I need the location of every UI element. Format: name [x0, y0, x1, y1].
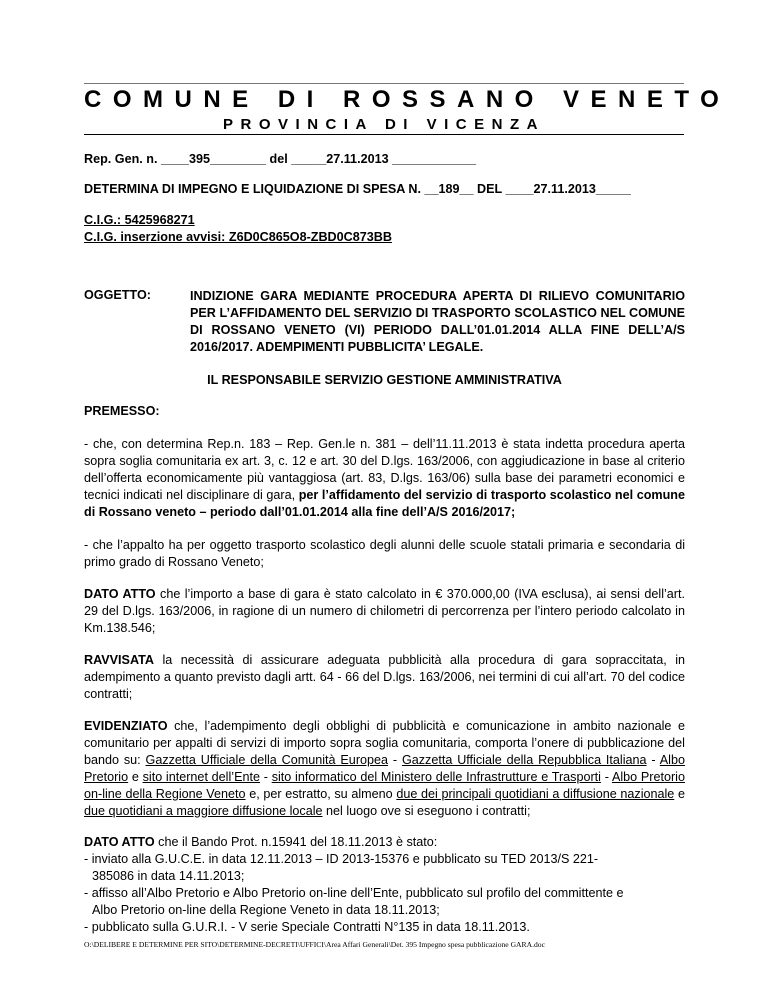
link-sito-ministero: sito informatico del Ministero delle Infrastrutture e Trasporti: [271, 770, 601, 784]
bando-item-albo-cont: Albo Pretorio on-line della Regione Veneto in data 18.11.2013;: [92, 903, 440, 917]
determina-line: DETERMINA DI IMPEGNO E LIQUIDAZIONE DI SPESA N. __189__ DEL ____27.11.2013_____: [84, 182, 631, 196]
paragraph-determina-text: - che, con determina Rep.n. 183 – Rep. Gen.le n. 381 – dell’11.11.2013 è stata indetta procedura aperta sopra soglia comunitaria ex art. 3, c. 12 e art. 30 del D.lgs. 163/2006, con aggiudicazione in base al criterio dell’offerta economicamente più vantaggiosa (art. 83, D.lgs. 163/06) sulla base dei parametri economici e tecnici indicati nel disciplinare di gara,: [84, 437, 685, 502]
evidenziato-text: che, l’adempimento degli obblighi di pubblicità e comunicazione in ambito nazionale e comunitario per appalti di servizi di importo sopra soglia comunitaria, comporta l’onere di pubblicazione del bando su:: [84, 719, 685, 767]
separator: -: [600, 770, 612, 784]
dato-atto-lead: DATO ATTO: [84, 835, 155, 849]
cig-code: C.I.G.: 5425968271: [84, 213, 195, 227]
paragraph-bando: [84, 834, 685, 936]
comune-title: COMUNE DI ROSSANO VENETO: [84, 86, 731, 113]
oggetto-label: OGGETTO:: [84, 288, 151, 302]
paragraph-appalto: - che l’appalto ha per oggetto trasporto scolastico degli alunni delle scuole statali primaria e secondaria di primo grado di Rossano Veneto;: [84, 538, 685, 569]
bando-item-guce-cont: 385086 in data 14.11.2013;: [92, 869, 245, 883]
paragraph-ravvisata-text: la necessità di assicurare adeguata pubblicità alla procedura di gara sopraccitata, in adempimento a quanto previsto dagli artt. 64 - 66 del D.lgs. 163/2006, nei termini di cui all’art. 70 del codice contratti;: [84, 653, 685, 701]
separator: -: [260, 770, 272, 784]
paragraph-determina: [84, 436, 685, 521]
bando-intro-text: che il Bando Prot. n.15941 del 18.11.2013 è stato:: [154, 835, 438, 849]
quotidiani-locali: due quotidiani a maggiore diffusione locale: [84, 804, 323, 818]
paragraph-importo: [84, 586, 685, 637]
link-albo-regione: Albo Pretorio on-line della Regione Veneto: [84, 770, 685, 801]
evidenziato-text: e, per estratto, su almeno: [245, 787, 397, 801]
separator: -: [388, 753, 402, 767]
bando-item-guce: - inviato alla G.U.C.E. in data 12.11.2013 – ID 2013-15376 e pubblicato su TED 2013/S 221-: [84, 852, 599, 866]
provincia-subtitle: PROVINCIA DI VICENZA: [223, 116, 545, 133]
paragraph-evidenziato: [84, 718, 685, 820]
bando-item-guri: - pubblicato sulla G.U.R.I. - V serie Speciale Contratti N°135 in data 18.11.2013.: [84, 920, 530, 934]
link-sito-ente: sito internet dell’Ente: [142, 770, 260, 784]
paragraph-ravvisata: [84, 652, 685, 703]
quotidiani-nazionali: due dei principali quotidiani a diffusione nazionale: [396, 787, 675, 801]
evidenziato-text: nel luogo ove si eseguono i contratti;: [322, 804, 531, 818]
separator: -: [646, 753, 660, 767]
paragraph-importo-text: che l’importo a base di gara è stato calcolato in € 370.000,00 (IVA esclusa), ai sensi dell’art. 29 del D.lgs. 163/2006, in ragione di un numero di chilometri di percorrenza per l’intero periodo calcolato in Km.138.546;: [84, 587, 685, 635]
separator: e: [674, 787, 685, 801]
bando-item-albo: - affisso all’Albo Pretorio e Albo Pretorio on-line dell’Ente, pubblicato sul profilo del committente e: [84, 886, 624, 900]
separator: e: [128, 770, 143, 784]
evidenziato-lead: EVIDENZIATO: [84, 719, 168, 733]
bando-intro: [84, 834, 685, 851]
link-albo-pretorio: Albo Pretorio: [84, 753, 685, 784]
cig-inserzione: C.I.G. inserzione avvisi: Z6D0C865O8-ZBD0C873BB: [84, 230, 392, 244]
top-rule: [84, 83, 684, 84]
link-gazzetta-ue: Gazzetta Ufficiale della Comunità Europea: [145, 753, 389, 767]
responsabile-heading: IL RESPONSABILE SERVIZIO GESTIONE AMMINISTRATIVA: [207, 373, 562, 387]
paragraph-determina-bold: per l’affidamento del servizio di trasporto scolastico nel comune di Rossano veneto – periodo dall’01.01.2014 alla fine dell’A/S 2016/2017;: [84, 488, 685, 519]
dato-atto-lead: DATO ATTO: [84, 587, 156, 601]
ravvisata-lead: RAVVISATA: [84, 653, 154, 667]
oggetto-text: INDIZIONE GARA MEDIANTE PROCEDURA APERTA DI RILIEVO COMUNITARIO PER L’AFFIDAMENTO DEL SERVIZIO DI TRASPORTO SCOLASTICO NEL COMUNE DI ROSSANO VENETO (VI) PERIODO DALL’01.01.2014 ALLA FINE DELL’A/S 2016/2017. ADEMPIMENTI PUBBLICITA’ LEGALE.: [190, 289, 685, 354]
file-path-footer: O:\DELIBERE E DETERMINE PER SITO\DETERMINE-DECRETI\UFFICI\Area Affari Generali\Det. 395 Impegno spesa pubblicazione GARA.doc: [84, 940, 545, 949]
rep-gen-line: Rep. Gen. n. ____395________ del _____27.11.2013 ____________: [84, 152, 477, 166]
link-gazzetta-it: Gazzetta Ufficiale della Repubblica Italiana: [401, 753, 647, 767]
premesso-heading: PREMESSO:: [84, 404, 160, 418]
header-rule: [84, 134, 684, 135]
